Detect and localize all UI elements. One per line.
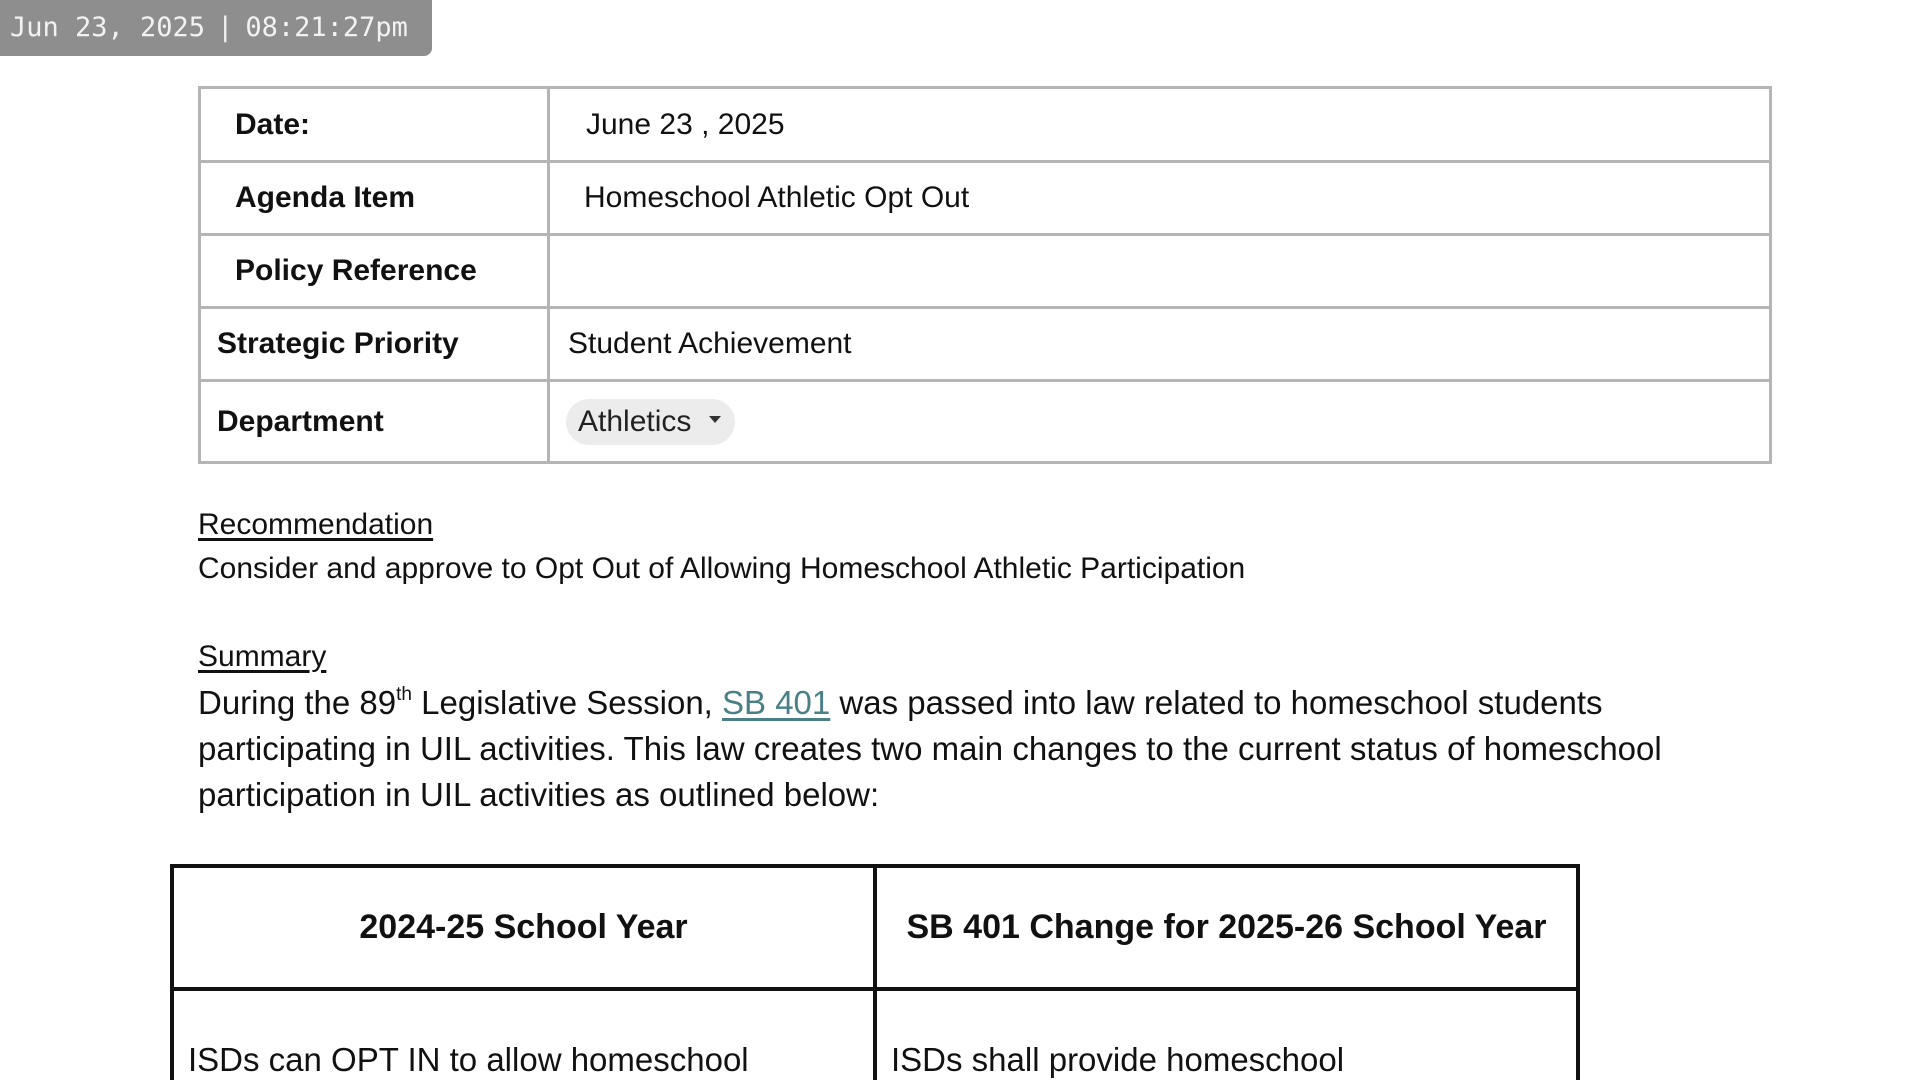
policy-reference-label: Policy Reference <box>200 235 549 308</box>
table-row-strategic-priority <box>200 308 1771 381</box>
agenda-item-label: Agenda Item <box>200 162 549 235</box>
recommendation-text: Consider and approve to Opt Out of Allowing Homeschool Athletic Participation <box>198 552 1246 585</box>
comparison-table <box>170 864 1580 1080</box>
timestamp-time: 08:21:27pm <box>245 12 408 43</box>
policy-reference-value <box>549 235 1771 308</box>
comparison-cell-2024-25: ISDs can OPT IN to allow homeschool <box>172 989 875 1080</box>
summary-superscript: th <box>396 684 412 705</box>
sb401-link[interactable]: SB 401 <box>722 684 831 721</box>
agenda-item-value: Homeschool Athletic Opt Out <box>549 162 1771 235</box>
summary-text-part2: Legislative Session, <box>412 684 723 721</box>
dropdown-caret-icon <box>709 416 721 423</box>
summary-text-part1: During the 89 <box>198 684 397 721</box>
agenda-info-table <box>198 86 1772 464</box>
table-row-date <box>200 88 1771 162</box>
comparison-header-row <box>172 866 1578 989</box>
column-header-2024-25: 2024-25 School Year <box>172 866 875 989</box>
recommendation-heading: Recommendation <box>198 508 434 541</box>
summary-paragraph <box>198 680 1758 818</box>
date-label: Date: <box>200 88 549 162</box>
table-row-policy-reference <box>200 235 1771 308</box>
department-label: Department <box>200 381 549 463</box>
table-row-department <box>200 381 1771 463</box>
table-row-agenda-item <box>200 162 1771 235</box>
summary-text-part3: was passed into law related to homeschool students participating in UIL activities. This law creates two main changes to the current status of homeschool participation in UIL activities as outlined below: <box>198 684 1662 813</box>
table-row <box>172 989 1578 1080</box>
column-header-sb401-change: SB 401 Change for 2025-26 School Year <box>875 866 1578 989</box>
department-dropdown-value: Athletics <box>578 404 692 438</box>
department-dropdown-chip[interactable] <box>566 399 735 445</box>
timestamp-date: Jun 23, 2025 <box>10 12 206 43</box>
timestamp-separator: | <box>217 12 234 43</box>
department-cell <box>549 381 1771 463</box>
timestamp-overlay <box>0 0 432 56</box>
strategic-priority-label: Strategic Priority <box>200 308 549 381</box>
summary-heading: Summary <box>198 640 327 673</box>
comparison-cell-sb401: ISDs shall provide homeschool <box>875 989 1578 1080</box>
strategic-priority-value: Student Achievement <box>549 308 1771 381</box>
date-value: June 23 , 2025 <box>549 88 1771 162</box>
